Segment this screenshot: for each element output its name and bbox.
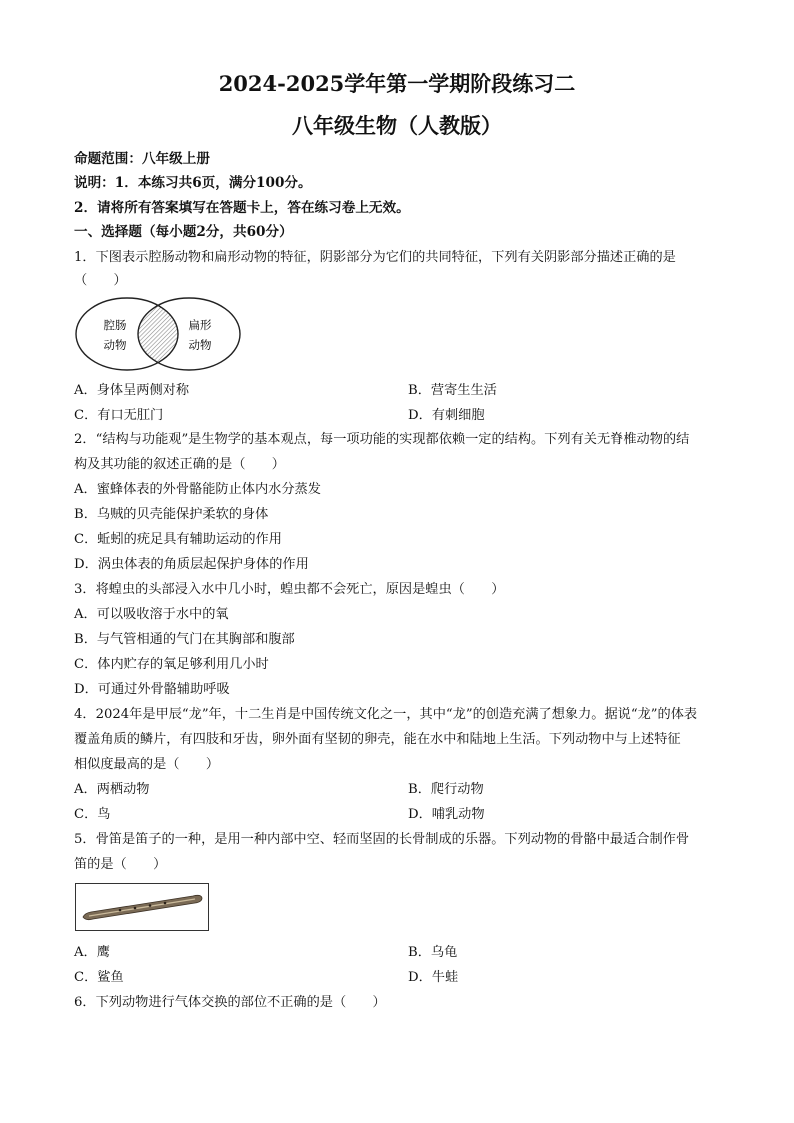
question-2-option-a: A．蜜蜂体表的外骨骼能防止体内水分蒸发 (74, 482, 321, 497)
question-1-option-b: B．营寄生生活 (408, 383, 497, 398)
question-2-option-d: D．涡虫体表的角质层起保护身体的作用 (74, 557, 309, 572)
bone-flute-image (75, 883, 209, 931)
venn-right-label-1: 扁形 (188, 318, 212, 332)
flute-hole (119, 909, 122, 912)
flute-hole (134, 907, 137, 910)
question-2-option-c: C．蚯蚓的疣足具有辅助运动的作用 (74, 532, 282, 547)
question-1-option-d: D．有刺细胞 (408, 408, 485, 423)
question-4-stem-cont-1: 覆盖角质的鳞片，有四肢和牙齿，卵外面有坚韧的卵壳，能在水中和陆地上生活。下列动物中与上述特征 (74, 732, 681, 747)
page-title: 2024-2025学年第一学期阶段练习二 (218, 71, 576, 96)
question-5-option-c: C．鲨鱼 (74, 970, 124, 985)
section-heading: 一、选择题（每小题2分，共60分） (74, 224, 293, 240)
venn-right-label-2: 动物 (188, 338, 212, 352)
venn-diagram (74, 296, 242, 372)
question-4-option-b: B．爬行动物 (408, 782, 484, 797)
question-5-stem: 5．骨笛是笛子的一种，是用一种内部中空、轻而坚固的长骨制成的乐器。下列动物的骨骼中最适合制作骨 (74, 832, 690, 847)
question-1-stem-cont: （ ） (74, 273, 127, 288)
question-6-stem: 6．下列动物进行气体交换的部位不正确的是（ ） (74, 995, 386, 1010)
question-3-option-c: C．体内贮存的氧足够利用几小时 (74, 657, 269, 672)
venn-left-label-2: 动物 (103, 338, 127, 352)
question-3-option-b: B．与气管相通的气门在其胸部和腹部 (74, 632, 295, 647)
question-5-option-b: B．乌龟 (408, 945, 458, 960)
exam-scope: 命题范围：八年级上册 (74, 151, 210, 167)
question-4-stem-cont-2: 相似度最高的是（ ） (74, 757, 220, 772)
question-5-stem-cont: 笛的是（ ） (74, 857, 167, 872)
question-4-option-d: D．哺乳动物 (408, 807, 485, 822)
question-1-option-a: A．身体呈两侧对称 (74, 383, 190, 398)
question-2-stem-cont: 构及其功能的叙述正确的是（ ） (74, 457, 285, 472)
question-2-option-b: B．乌贼的贝壳能保护柔软的身体 (74, 507, 269, 522)
question-3-stem: 3．将蝗虫的头部浸入水中几小时，蝗虫都不会死亡，原因是蝗虫（ ） (74, 582, 505, 597)
question-1-stem: 1．下图表示腔肠动物和扁形动物的特征，阴影部分为它们的共同特征，下列有关阴影部分描述正确的是 (74, 250, 676, 265)
question-4-option-a: A．两栖动物 (74, 782, 150, 797)
flute-hole (149, 904, 152, 907)
flute-hole (164, 902, 167, 905)
question-3-option-a: A．可以吸收溶于水中的氧 (74, 607, 229, 622)
question-5-option-a: A．鹰 (74, 945, 110, 960)
question-4-stem: 4．2024年是甲辰“龙”年，十二生肖是中国传统文化之一，其中“龙”的创造充满了想象力。据说“龙”的体表 (74, 707, 698, 722)
question-3-option-d: D．可通过外骨骼辅助呼吸 (74, 682, 230, 697)
question-2-stem: 2．“结构与功能观”是生物学的基本观点，每一项功能的实现都依赖一定的结构。下列有关无脊椎动物的结 (74, 432, 690, 447)
venn-left-label-1: 腔肠 (103, 318, 127, 332)
exam-note-1: 说明：1．本练习共6页，满分100分。 (74, 175, 312, 191)
exam-note-2: 2．请将所有答案填写在答题卡上，答在练习卷上无效。 (74, 200, 410, 216)
page-subtitle: 八年级生物（人教版） (292, 113, 502, 138)
question-5-option-d: D．牛蛙 (408, 970, 459, 985)
question-4-option-c: C．鸟 (74, 807, 111, 822)
question-1-option-c: C．有口无肛门 (74, 408, 164, 423)
